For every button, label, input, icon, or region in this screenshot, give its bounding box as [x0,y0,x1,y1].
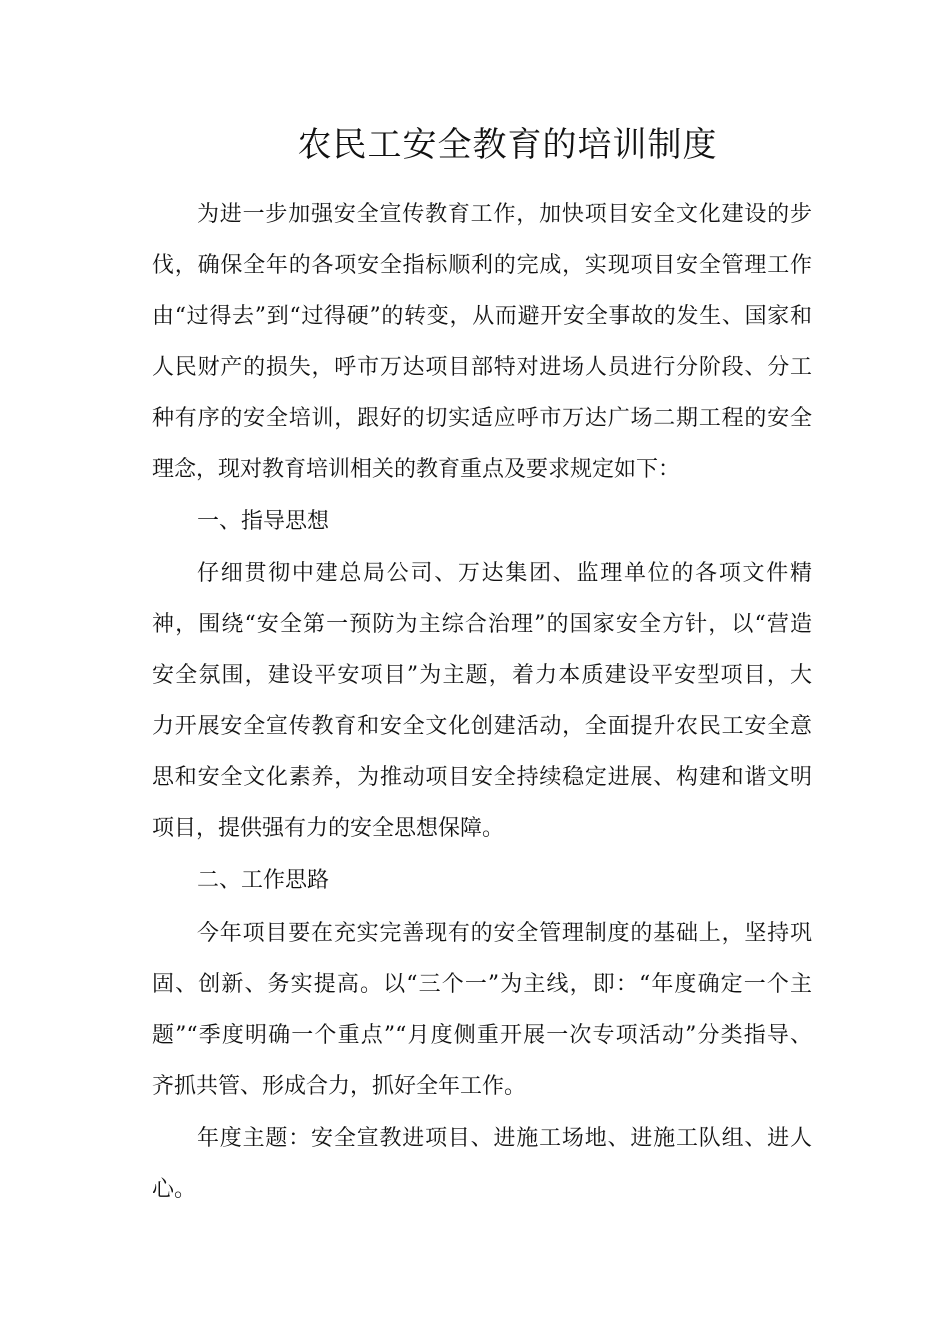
section1-line: 思和安全文化素养，为推动项目安全持续稳定进展、构建和谐文明 [152,765,812,790]
intro-line: 由“过得去”到“过得硬”的转变，从而避开安全事故的发生、国家和 [152,304,812,329]
section-heading-guiding-ideology: 一、指导思想 [197,509,330,534]
intro-line: 为进一步加强安全宣传教育工作，加快项目安全文化建设的步 [197,202,812,227]
section2-line: 固、创新、务实提高。以“三个一”为主线，即：“年度确定一个主 [152,972,812,997]
annual-theme-line: 心。 [152,1177,197,1202]
section2-line: 题”“季度明确一个重点”“月度侧重开展一次专项活动”分类指导、 [152,1023,812,1048]
intro-line: 人民财产的损失，呼市万达项目部特对进场人员进行分阶段、分工 [152,355,812,380]
intro-line: 伐，确保全年的各项安全指标顺利的完成，实现项目安全管理工作 [152,253,812,278]
section-heading-work-approach: 二、工作思路 [197,868,330,893]
document-title: 农民工安全教育的培训制度 [297,125,718,165]
section2-line: 齐抓共管、形成合力，抓好全年工作。 [152,1074,527,1099]
annual-theme-line: 年度主题：安全宣教进项目、进施工场地、进施工队组、进人 [197,1126,812,1151]
section2-line: 今年项目要在充实完善现有的安全管理制度的基础上，坚持巩 [197,921,812,946]
section1-line: 项目，提供强有力的安全思想保障。 [152,816,505,841]
section1-line: 仔细贯彻中建总局公司、万达集团、监理单位的各项文件精 [197,561,812,586]
intro-line: 种有序的安全培训，跟好的切实适应呼市万达广场二期工程的安全 [152,406,812,431]
intro-line: 理念，现对教育培训相关的教育重点及要求规定如下： [152,457,681,482]
section1-line: 神，围绕“安全第一预防为主综合治理”的国家安全方针，以“营造 [152,612,812,637]
section1-line: 安全氛围，建设平安项目”为主题，着力本质建设平安型项目，大 [152,663,812,688]
section1-line: 力开展安全宣传教育和安全文化创建活动，全面提升农民工安全意 [152,714,812,739]
